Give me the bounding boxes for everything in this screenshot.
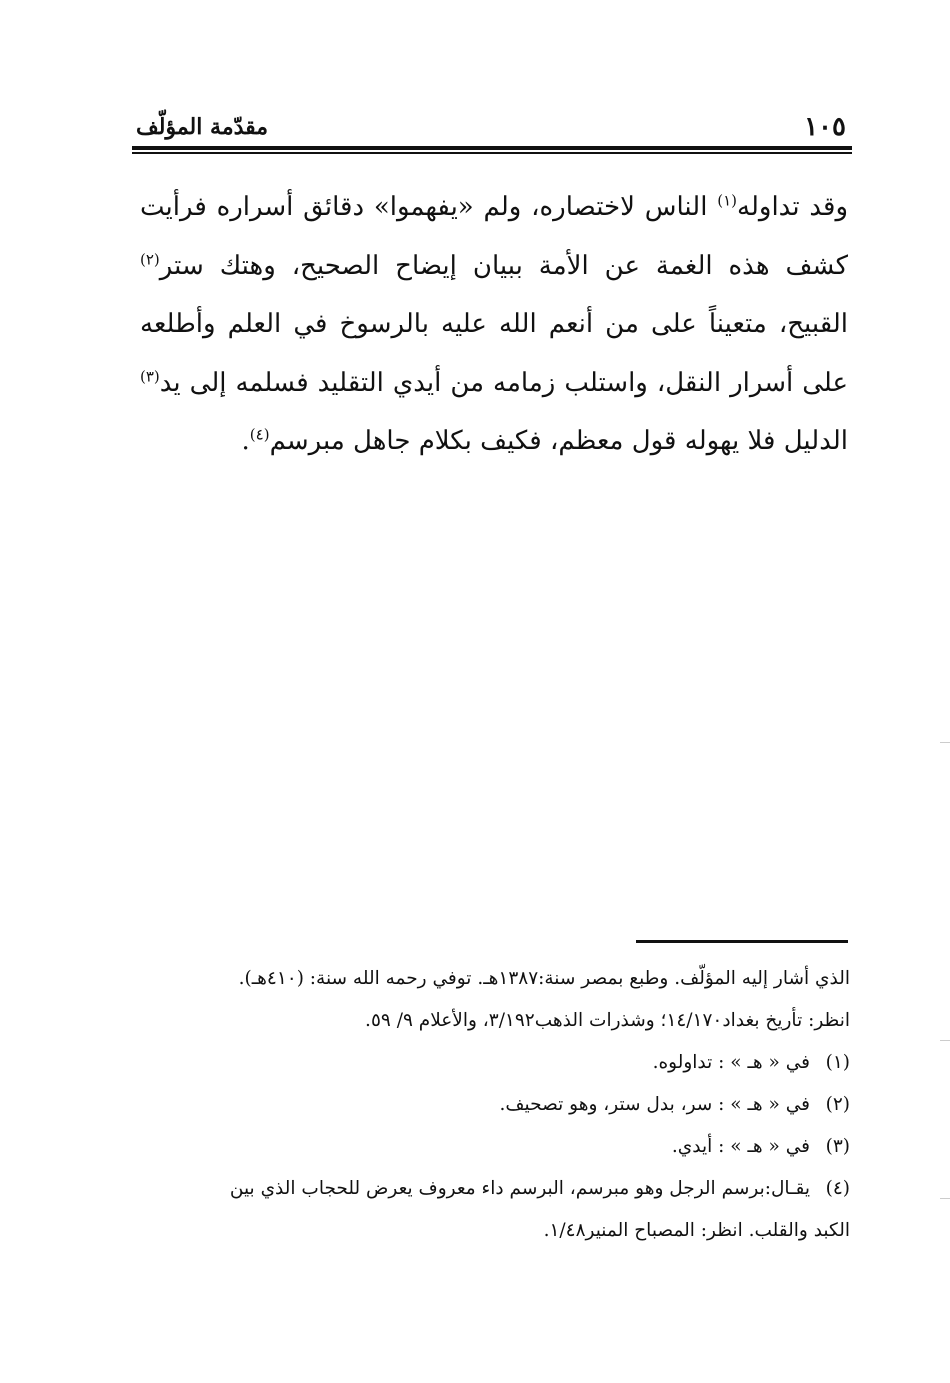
footnote-continuation-line: انظر: تأريخ بغداد١٤/١٧٠؛ وشذرات الذهب٣/١٩٢، والأعلام ٩/ ٥٩. (365, 1010, 850, 1031)
body-text-part: الدليل فلا يهوله قول معظم، فكيف بكلام جاهل مبرسم (269, 426, 848, 456)
body-text-part: وقد تداوله (737, 192, 849, 222)
header-rule-thin (132, 152, 852, 154)
page-header (132, 108, 852, 148)
footnote-number: (٢) (825, 1094, 850, 1115)
body-text-part: القبيح، متعيناً على من أنعم الله عليه بالرسوخ في العلم وأطلعه على أسرار النقل، واستلب زمامه من أيدي التقليد فسلمه إلى يد (140, 309, 848, 398)
footnote-ref-4: (٤) (249, 425, 270, 444)
footnote-number: (٤) (825, 1178, 850, 1199)
footnote-item (140, 1168, 850, 1210)
footnote-number: (٣) (825, 1136, 850, 1157)
footnotes-section (140, 958, 850, 1252)
body-text-part: . (241, 426, 250, 456)
page-number: ١٠٥ (804, 112, 846, 142)
footnote-text: في « هـ » : تداولوه. (652, 1052, 810, 1073)
body-text-part: الناس لاختصاره، ولم «يفهموا» دقائق أسراره فرأيت كشف هذه الغمة عن الأمة ببيان إيضاح الصحيح، وهتك ستر (140, 192, 848, 281)
footnote-text: في « هـ » : أيدي. (671, 1136, 810, 1157)
footnote-text-continued: الكبد والقلب. انظر: المصباح المنير١/٤٨. (543, 1220, 850, 1241)
footnote-text: يقـال:برسم الرجل وهو مبرسم، البرسم داء معروف يعرض للحجاب الذي بين (229, 1178, 810, 1199)
margin-mark (940, 1040, 950, 1041)
body-paragraph (140, 178, 848, 471)
footnote-text: في « هـ » : سر، بدل ستر، وهو تصحيف. (499, 1094, 810, 1115)
footnote-separator (636, 940, 848, 943)
footnote-item (140, 1084, 850, 1126)
margin-mark (940, 1198, 950, 1199)
footnote-continuation-line: الذي أشار إليه المؤلّف. وطبع بمصر سنة:١٣٨٧هـ. توفي رحمه الله سنة: (٤١٠هـ). (238, 968, 850, 989)
footnote-ref-3: (٣) (140, 366, 160, 385)
footnote-item (140, 1126, 850, 1168)
header-rule-thick (132, 146, 852, 150)
footnote-ref-1: (١) (717, 191, 738, 210)
footnote-number: (١) (825, 1052, 850, 1073)
footnote-item (140, 1042, 850, 1084)
footnote-ref-2: (٢) (140, 249, 160, 268)
running-title: مقدّمة المؤلّف (136, 114, 269, 140)
margin-mark (940, 742, 950, 743)
